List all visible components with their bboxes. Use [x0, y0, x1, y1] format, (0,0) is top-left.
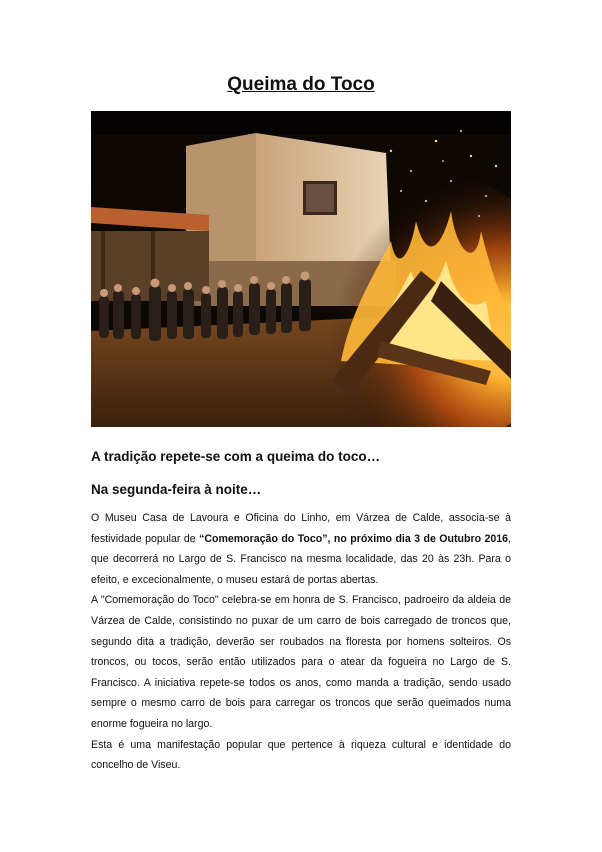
page-title: Queima do Toco: [227, 74, 375, 95]
paragraph-intro-tail: , que decorrerá no Largo de S. Francisco na mesma localidade, das 20 às 23h. Para o efeito, e excecionalmente, o museu estará de portas abertas.: [91, 532, 511, 586]
paragraph-tradition: A "Comemoração do Toco" celebra-se em honra de S. Francisco, padroeiro da aldeia de Várzea de Calde, consistindo no puxar de um carro de bois carregado de troncos que, segundo dita a tradição, deverão ser roubados na floresta por homens solteiros. Os troncos, ou tocos, serão então utilizados para o atear da fogueira no Largo de S. Francisco. A iniciativa repete-se todos os anos, como manda a tradição, sendo usado sempre o mesmo carro de bois para carregar os troncos que serão queimados numa enorme fogueira no largo.: [91, 594, 511, 730]
paragraph-intro-bold: “Comemoração do Toco”, no próximo dia 3 de Outubro 2016: [199, 532, 509, 545]
article-body: [91, 508, 511, 776]
subheading-tradition: A tradição repete-se com a queima do toco…: [91, 449, 381, 464]
paragraph-identity: Esta é uma manifestação popular que pertence à riqueza cultural e identidade do concelho de Viseu.: [91, 738, 511, 772]
bonfire-photo-illustration: [91, 111, 511, 427]
paragraph-intro-text: O Museu Casa de Lavoura e Oficina do Linho, em Várzea de Calde, associa-se à festividade popular de: [91, 512, 511, 545]
subheading-monday-night: Na segunda-feira à noite…: [91, 482, 262, 497]
bonfire-photo: [91, 111, 511, 427]
paragraph-intro: [91, 508, 511, 590]
